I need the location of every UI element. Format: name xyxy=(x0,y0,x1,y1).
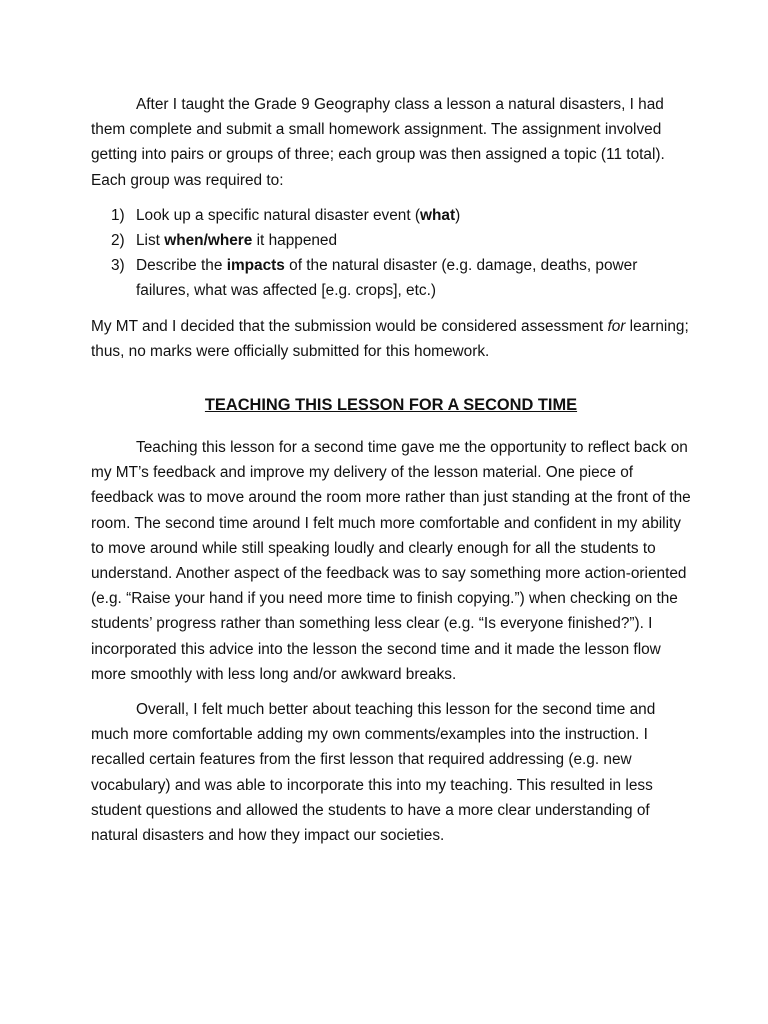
list-item-text: List xyxy=(136,232,165,250)
list-item-number: 1) xyxy=(111,206,125,224)
list-item-text: ) xyxy=(455,206,461,224)
document-page xyxy=(91,92,691,848)
assessment-text: learning; thus, no marks were officially submitted for this homework. xyxy=(91,317,689,360)
feedback-paragraph: Teaching this lesson for a second time gave me the opportunity to reflect back on my MT’s feedback and improve my delivery of the lesson material. One piece of feedback was to move around the room more rather than just standing at the front of the room. The second time around I felt much more comfortable and confident in my ability to move around while still speaking loudly and clearly enough for all the students to understand. Another aspect of the feedback was to say something more action-oriented (e.g. “Raise your hand if you need more time to finish copying.”) when checking on the students’ progress rather than something less clear (e.g. “Is everyone finished?”). I incorporated this advice into the lesson the second time and it made the lesson flow more smoothly with less long and/or awkward breaks. xyxy=(91,439,691,683)
assessment-paragraph xyxy=(91,314,691,364)
section-heading: TEACHING THIS LESSON FOR A SECOND TIME xyxy=(204,396,578,415)
list-item-bold: impacts xyxy=(226,257,285,275)
list-item-number: 2) xyxy=(111,232,125,250)
list-item xyxy=(91,253,691,303)
list-item-text: Look up a specific natural disaster event ( xyxy=(136,206,421,224)
task-list xyxy=(91,203,691,304)
reflection-paragraph: Overall, I felt much better about teaching this lesson for the second time and much more comfortable adding my own comments/examples into the instruction. I recalled certain features from the first lesson that required addressing (e.g. new vocabulary) and was able to incorporate this into my teaching. This resulted in less student questions and allowed the students to have a more clear understanding of natural disasters and how they impact our societies. xyxy=(91,701,656,845)
list-item-text: Describe the xyxy=(136,257,227,275)
list-item-text: it happened xyxy=(252,232,338,250)
list-item-number: 3) xyxy=(111,257,125,275)
list-item-bold: when/where xyxy=(164,232,253,250)
intro-paragraph: After I taught the Grade 9 Geography class a lesson a natural disasters, I had them complete and submit a small homework assignment. The assignment involved getting into pairs or groups of three; each group was then assigned a topic (11 total). Each group was required to: xyxy=(91,96,665,189)
assessment-italic: for xyxy=(607,317,626,335)
list-item-bold: what xyxy=(420,206,456,224)
assessment-text: My MT and I decided that the submission would be considered assessment xyxy=(91,317,608,335)
list-item-text: of the natural disaster (e.g. damage, deaths, power failures, what was affected [e.g. crops], etc.) xyxy=(136,257,638,300)
list-item xyxy=(91,228,691,253)
list-item xyxy=(91,203,691,228)
